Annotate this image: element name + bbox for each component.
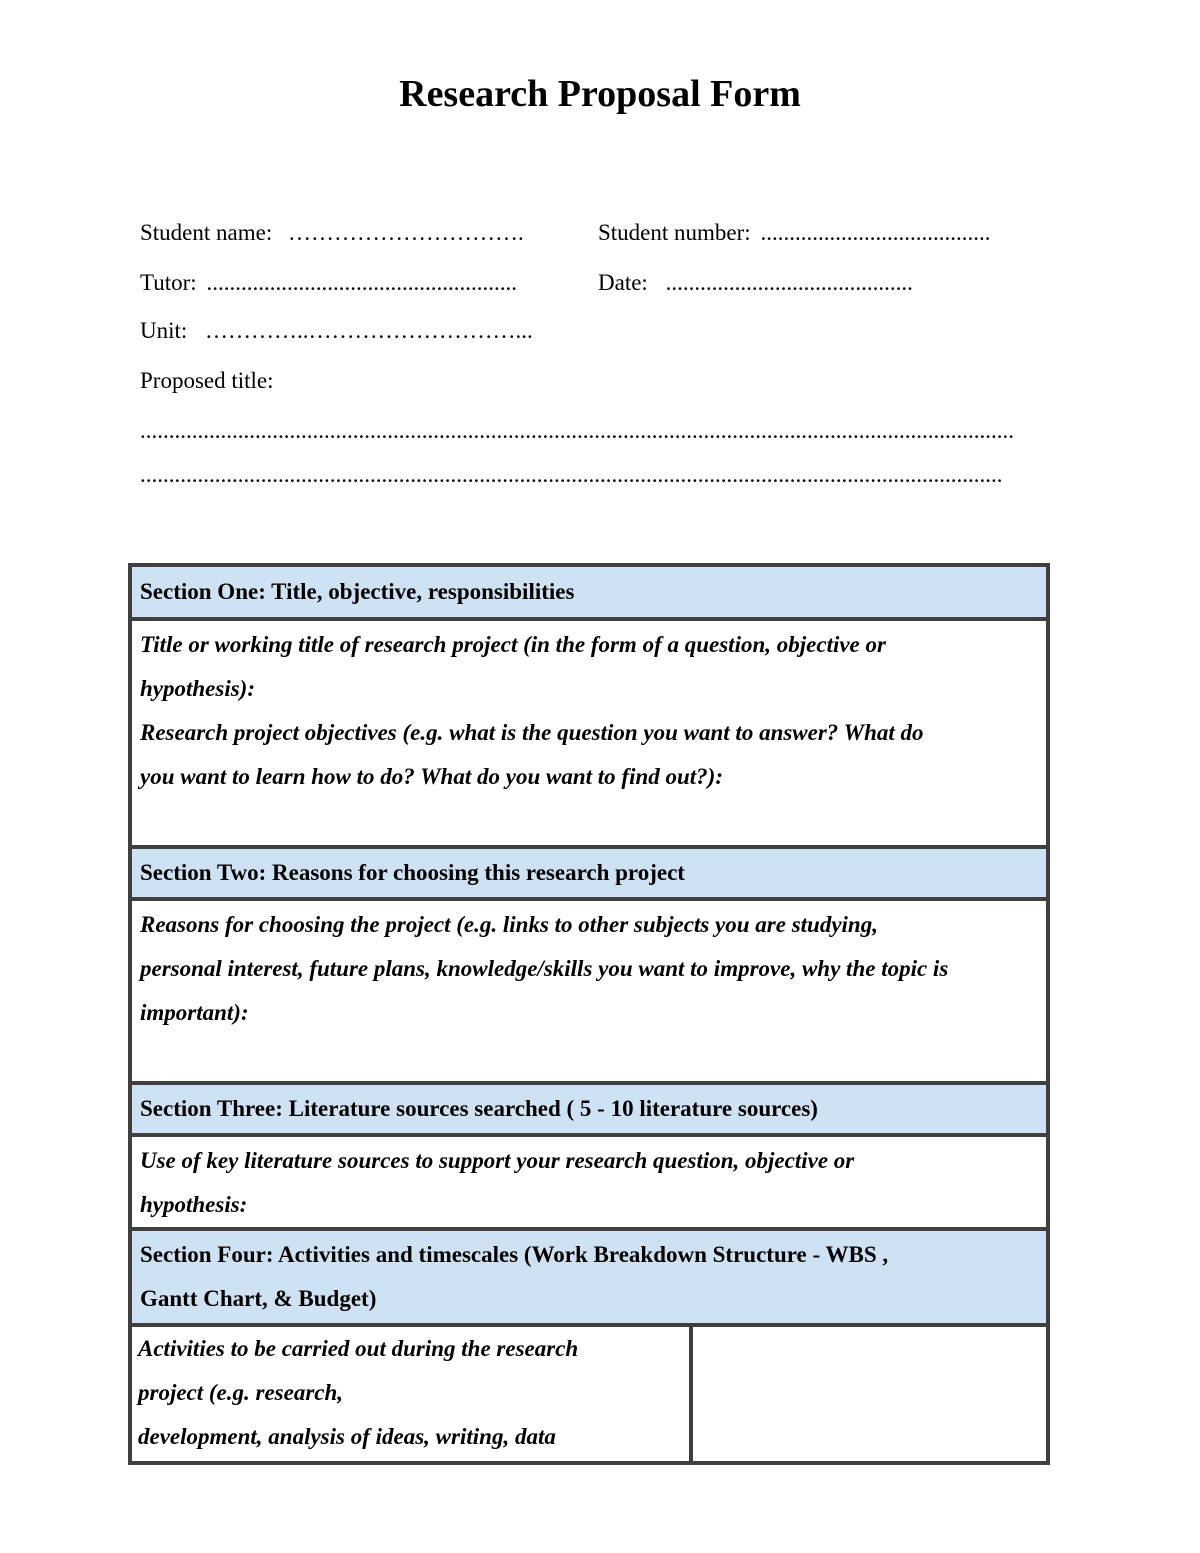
section-one-prompt bbox=[140, 623, 1036, 799]
proposed-title-line-2[interactable]: ...................................................................................................................................................... bbox=[140, 462, 1003, 487]
section-one-prompt-line: Title or working title of research project (in the form of a question, objective or bbox=[140, 632, 886, 657]
section-four-timescale-cell[interactable] bbox=[693, 1327, 1046, 1461]
section-one-prompt-line: hypothesis): bbox=[140, 676, 255, 701]
student-name-field[interactable] bbox=[140, 218, 524, 248]
section-three-body[interactable] bbox=[132, 1137, 1046, 1227]
date-label: Date: bbox=[598, 270, 648, 295]
section-four-heading-line: Gantt Chart, & Budget) bbox=[140, 1286, 377, 1311]
tutor-field[interactable] bbox=[140, 268, 517, 298]
proposed-title-label: Proposed title: bbox=[140, 368, 274, 393]
student-number-label: Student number: bbox=[598, 220, 751, 245]
date-blank: ........................................... bbox=[665, 270, 913, 295]
section-one-body[interactable] bbox=[132, 621, 1046, 845]
section-three-header bbox=[132, 1085, 1046, 1133]
unit-field[interactable] bbox=[140, 316, 533, 346]
page-title: Research Proposal Form bbox=[399, 73, 801, 115]
section-two-header bbox=[132, 849, 1046, 897]
tutor-label: Tutor: bbox=[140, 270, 197, 295]
student-number-field[interactable] bbox=[598, 218, 990, 248]
section-three-prompt bbox=[140, 1139, 1036, 1227]
tutor-blank: ...................................................... bbox=[206, 270, 517, 295]
student-number-blank: ........................................ bbox=[760, 220, 991, 245]
section-three-prompt-line: hypothesis: bbox=[140, 1192, 248, 1217]
unit-blank: …………..………………………... bbox=[205, 318, 533, 343]
section-two-prompt-line: important): bbox=[140, 1000, 249, 1025]
section-three-prompt-line: Use of key literature sources to support your research question, objective or bbox=[140, 1148, 855, 1173]
section-four-activities-cell[interactable] bbox=[132, 1327, 689, 1461]
section-two-heading: Section Two: Reasons for choosing this research project bbox=[140, 860, 685, 885]
section-two-prompt-line: Reasons for choosing the project (e.g. links to other subjects you are studying, bbox=[140, 912, 878, 937]
section-four-header bbox=[132, 1231, 1046, 1323]
section-two-prompt bbox=[140, 903, 1036, 1035]
section-four-heading bbox=[140, 1233, 1036, 1321]
section-four-prompt bbox=[138, 1327, 679, 1459]
date-field[interactable] bbox=[598, 268, 913, 298]
section-four-prompt-line: project (e.g. research, bbox=[138, 1380, 344, 1405]
unit-label: Unit: bbox=[140, 318, 188, 343]
proposal-sections-table bbox=[128, 563, 1050, 1465]
section-two-prompt-line: personal interest, future plans, knowledge/skills you want to improve, why the topic is bbox=[140, 956, 949, 981]
section-four-prompt-line: Activities to be carried out during the research bbox=[138, 1336, 579, 1361]
section-one-header bbox=[132, 567, 1046, 617]
section-one-prompt-line: you want to learn how to do? What do you want to find out?): bbox=[140, 764, 723, 789]
section-four-heading-line: Section Four: Activities and timescales (Work Breakdown Structure - WBS , bbox=[140, 1242, 889, 1267]
proposed-title-line-1[interactable]: ........................................................................................................................................................ bbox=[140, 418, 1014, 443]
section-one-heading: Section One: Title, objective, responsibilities bbox=[140, 579, 575, 604]
student-name-label: Student name: bbox=[140, 220, 273, 245]
student-name-blank: …………………………. bbox=[287, 220, 524, 245]
section-four-prompt-line: development, analysis of ideas, writing, data bbox=[138, 1424, 556, 1449]
section-one-prompt-line: Research project objectives (e.g. what is the question you want to answer? What do bbox=[140, 720, 924, 745]
section-three-heading: Section Three: Literature sources searched ( 5 - 10 literature sources) bbox=[140, 1096, 818, 1121]
section-two-body[interactable] bbox=[132, 901, 1046, 1081]
